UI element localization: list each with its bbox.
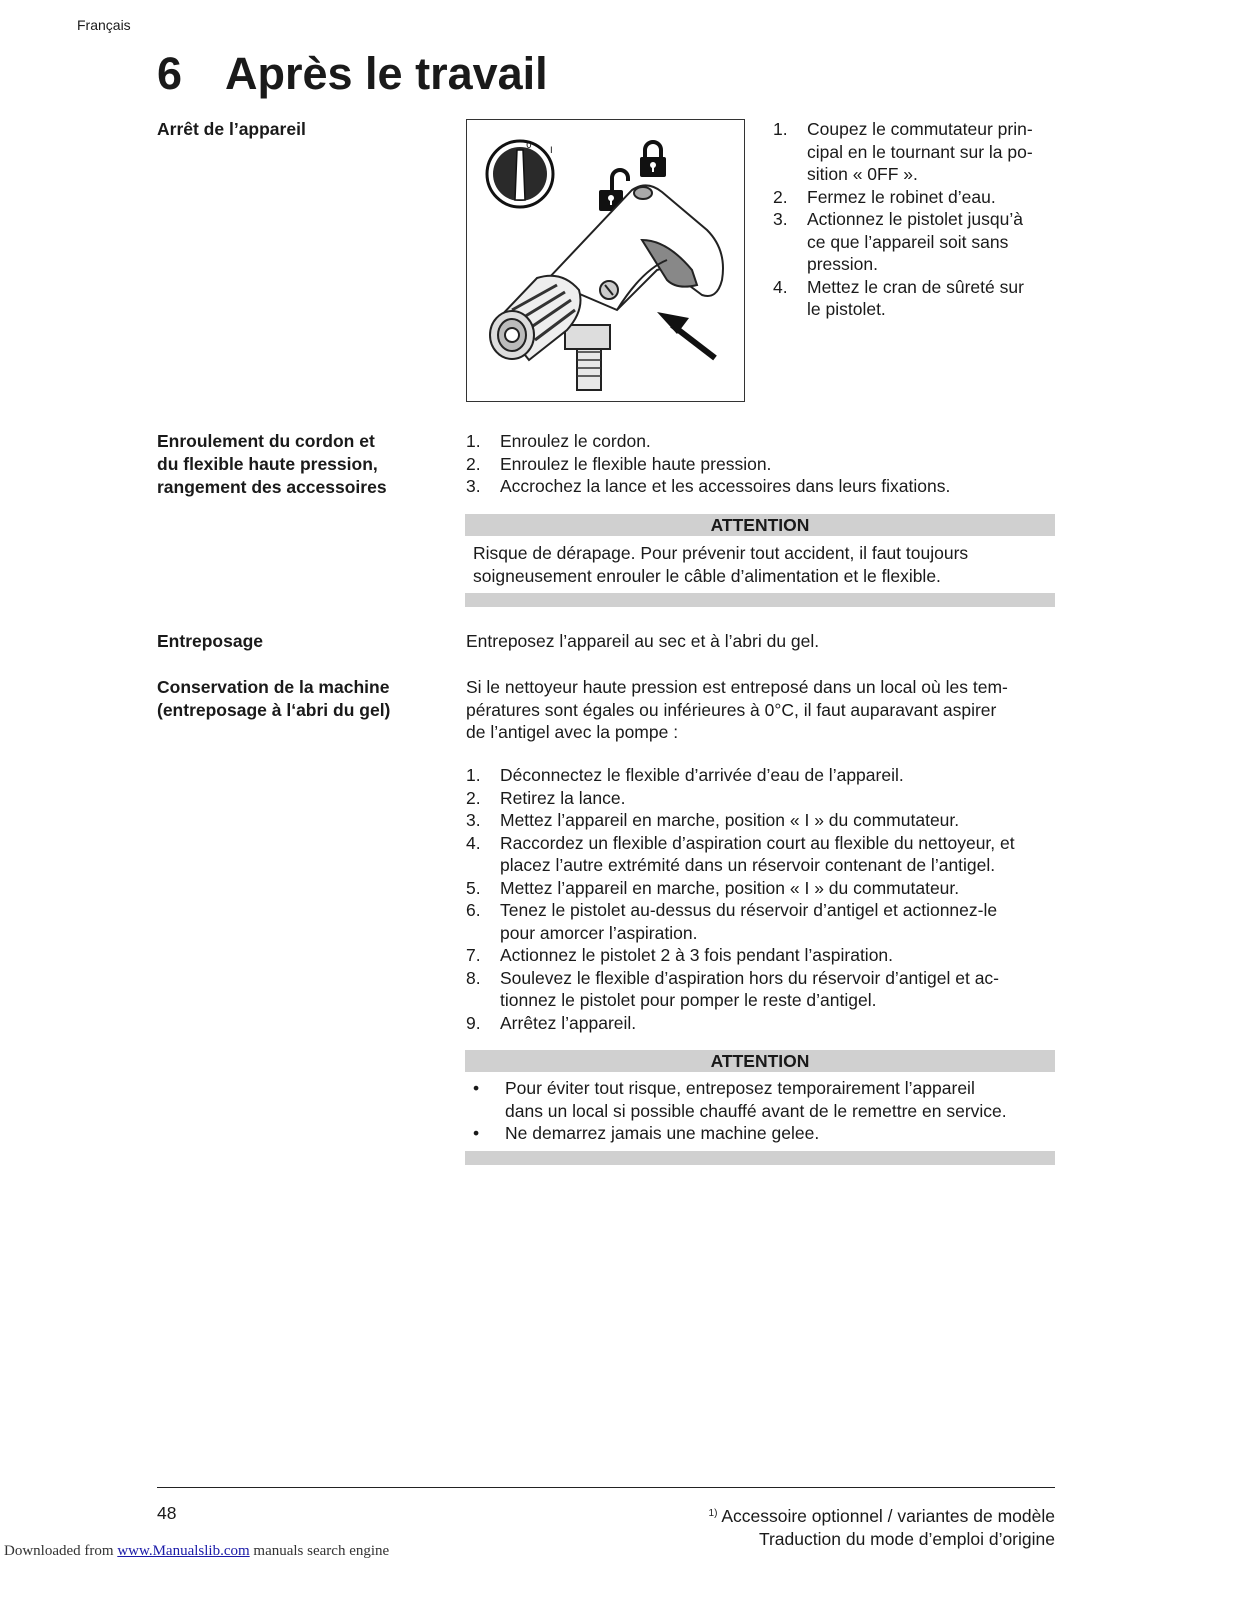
- list-item: 9. Arrêtez l’appareil.: [466, 1012, 637, 1033]
- manualslib-link[interactable]: www.Manualslib.com: [117, 1543, 250, 1559]
- list-item: 3. Accrochez la lance et les accessoires dans leurs fixations.: [466, 476, 951, 496]
- footer-notes: [709, 1502, 1055, 1551]
- chapter-heading: [157, 48, 548, 100]
- frost-intro: Si le nettoyeur haute pression est entreposé dans un local où les tem- pératures sont égales ou inférieures à 0°C, il faut auparavant aspirer de l’antigel avec la pompe :: [466, 677, 1008, 742]
- list-item: 4. Raccordez un flexible d’aspiration court au flexible du nettoyeur, et placez l’autre extrémité dans un réservoir contenant de l’antigel.: [466, 832, 1015, 875]
- list-item: sition « 0FF ».: [807, 164, 918, 184]
- list-item: 1. Enroulez le cordon.: [466, 431, 651, 451]
- section-title-storage: Entreposage: [157, 631, 263, 651]
- spray-gun-illustration: [466, 119, 745, 402]
- attention-label: ATTENTION: [465, 514, 1055, 536]
- page-number: 48: [157, 1503, 177, 1523]
- list-item: cipal en le tournant sur la po-: [807, 141, 1033, 162]
- attention-box-frost: [465, 1050, 1055, 1165]
- list-item: • Ne demarrez jamais une machine gelee.: [473, 1123, 820, 1143]
- footer-divider: [157, 1487, 1055, 1488]
- padlock-locked-icon: [640, 142, 666, 177]
- attention-text: Risque de dérapage. Pour prévenir tout accident, il faut toujours soigneusement enrouler le câble d’alimentation et le flexible.: [473, 543, 969, 586]
- spray-gun-icon: [490, 185, 723, 390]
- attention-footer-bar: [465, 593, 1055, 607]
- list-item: • Pour éviter tout risque, entreposez temporairement l’appareil dans un local si possible chauffé avant de le remettre en service.: [473, 1078, 1007, 1121]
- list-item: 2. Retirez la lance.: [466, 787, 626, 808]
- language-label: Français: [77, 17, 131, 33]
- spray-gun-drawing: [467, 120, 744, 401]
- translation-note: Traduction du mode d’emploi d’origine: [758, 1529, 1055, 1549]
- attention-label: ATTENTION: [465, 1050, 1055, 1072]
- list-item: 5. Mettez l’appareil en marche, position « I » du commutateur.: [466, 877, 960, 898]
- list-item: 1. Déconnectez le flexible d’arrivée d’eau de l’appareil.: [466, 765, 904, 785]
- section-title-shutdown: Arrêt de l’appareil: [157, 119, 306, 139]
- frost-steps: [466, 764, 1066, 1034]
- attention-box-winding: [465, 514, 1055, 607]
- list-item: 3. Mettez l’appareil en marche, position « I » du commutateur.: [466, 810, 960, 830]
- list-item: 6. Tenez le pistolet au-dessus du réservoir d’antigel et actionnez-le pour amorcer l’aspiration.: [466, 900, 998, 943]
- list-item: le pistolet.: [807, 299, 886, 319]
- list-item: 7. Actionnez le pistolet 2 à 3 fois pendant l’aspiration.: [466, 945, 894, 965]
- switch-label-0: 0: [526, 141, 532, 151]
- section-title-frost: Conservation de la machine (entreposage à l‘abri du gel): [157, 677, 391, 720]
- list-item: pression.: [807, 254, 879, 274]
- list-item: ce que l’appareil soit sans: [807, 231, 1009, 252]
- chapter-title: Après le travail: [225, 48, 548, 99]
- list-item: 1. Coupez le commutateur prin-: [773, 119, 1033, 139]
- list-item: 2. Enroulez le flexible haute pression.: [466, 453, 772, 474]
- attention-bullets: [465, 1072, 1055, 1145]
- switch-label-1: I: [550, 146, 553, 156]
- winding-steps: [466, 430, 1066, 498]
- chapter-number: 6: [157, 48, 183, 99]
- storage-text: Entreposez l’appareil au sec et à l’abri du gel.: [466, 631, 820, 651]
- section-title-winding: Enroulement du cordon et du flexible haute pression, rangement des accessoires: [157, 431, 387, 497]
- arrow-icon: [657, 312, 715, 358]
- download-notice: Downloaded from www.Manualslib.com manuals search engine: [4, 1543, 390, 1559]
- attention-footer-bar: [465, 1151, 1055, 1165]
- list-item: 3. Actionnez le pistolet jusqu’à: [773, 209, 1023, 229]
- list-item: 4. Mettez le cran de sûreté sur: [773, 276, 1024, 297]
- list-item: 2. Fermez le robinet d’eau.: [773, 186, 996, 207]
- shutdown-steps: [773, 118, 1063, 321]
- footnote: $^{1)}$ Accessoire optionnel / variantes de modèle: [708, 1506, 1055, 1526]
- list-item: 8. Soulevez le flexible d’aspiration hors du réservoir d’antigel et ac- tionnez le pistolet pour pomper le reste d’antigel.: [466, 967, 1000, 1010]
